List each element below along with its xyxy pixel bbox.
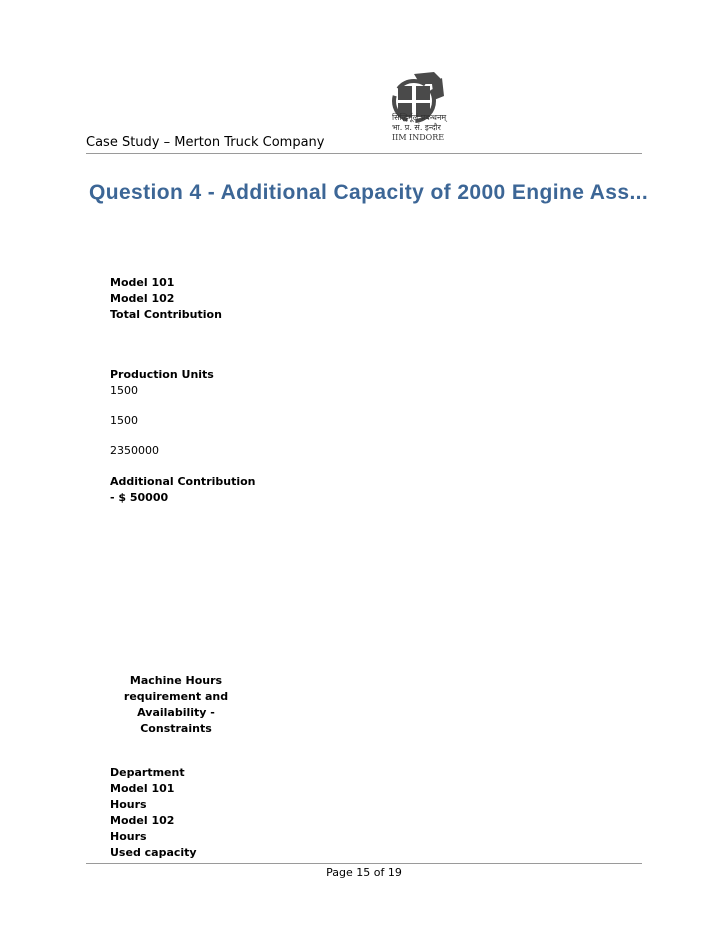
label-model-101: Model 101	[110, 276, 175, 289]
machine-hours-heading	[110, 673, 242, 737]
machine-hours-line: Machine Hours	[129, 674, 223, 687]
page-number: Page 15 of 19	[326, 866, 402, 879]
department-table-header	[110, 765, 197, 861]
label-total-contribution: Total Contribution	[110, 308, 222, 321]
logo-caption	[392, 113, 446, 143]
logo-hindi-name: भा. प्र. सं. इन्दौर	[392, 123, 441, 132]
label-model-102: Model 102	[110, 292, 175, 305]
logo-motto: सिद्धिर्मूलं प्रबन्धनम्	[392, 113, 447, 122]
table-header-cell: Used capacity	[110, 846, 197, 859]
row-labels	[110, 275, 222, 323]
question-heading: Question 4 - Additional Capacity of 2000 Engine Ass...	[89, 181, 649, 204]
table-header-cell: Model 101	[110, 782, 175, 795]
table-header-cell: Hours	[110, 830, 147, 843]
table-header-cell: Hours	[110, 798, 147, 811]
logo-english-name: IIM INDORE	[392, 133, 445, 142]
machine-hours-line: Availability -	[137, 706, 215, 719]
additional-contribution-label: Additional Contribution	[110, 475, 256, 488]
header-divider	[86, 153, 642, 154]
total-contribution-value: 2350000	[110, 444, 159, 457]
document-header-title: Case Study – Merton Truck Company	[86, 135, 325, 150]
production-value-model-101: 1500	[110, 384, 138, 397]
additional-contribution	[110, 474, 256, 506]
footer-divider	[86, 863, 642, 864]
machine-hours-line: Constraints	[140, 722, 212, 735]
production-value-model-102: 1500	[110, 414, 138, 427]
production-units-header: Production Units	[110, 368, 214, 381]
table-header-cell: Department	[110, 766, 185, 779]
table-header-cell: Model 102	[110, 814, 175, 827]
machine-hours-line: requirement and	[123, 690, 229, 703]
additional-contribution-value: - $ 50000	[110, 491, 169, 504]
